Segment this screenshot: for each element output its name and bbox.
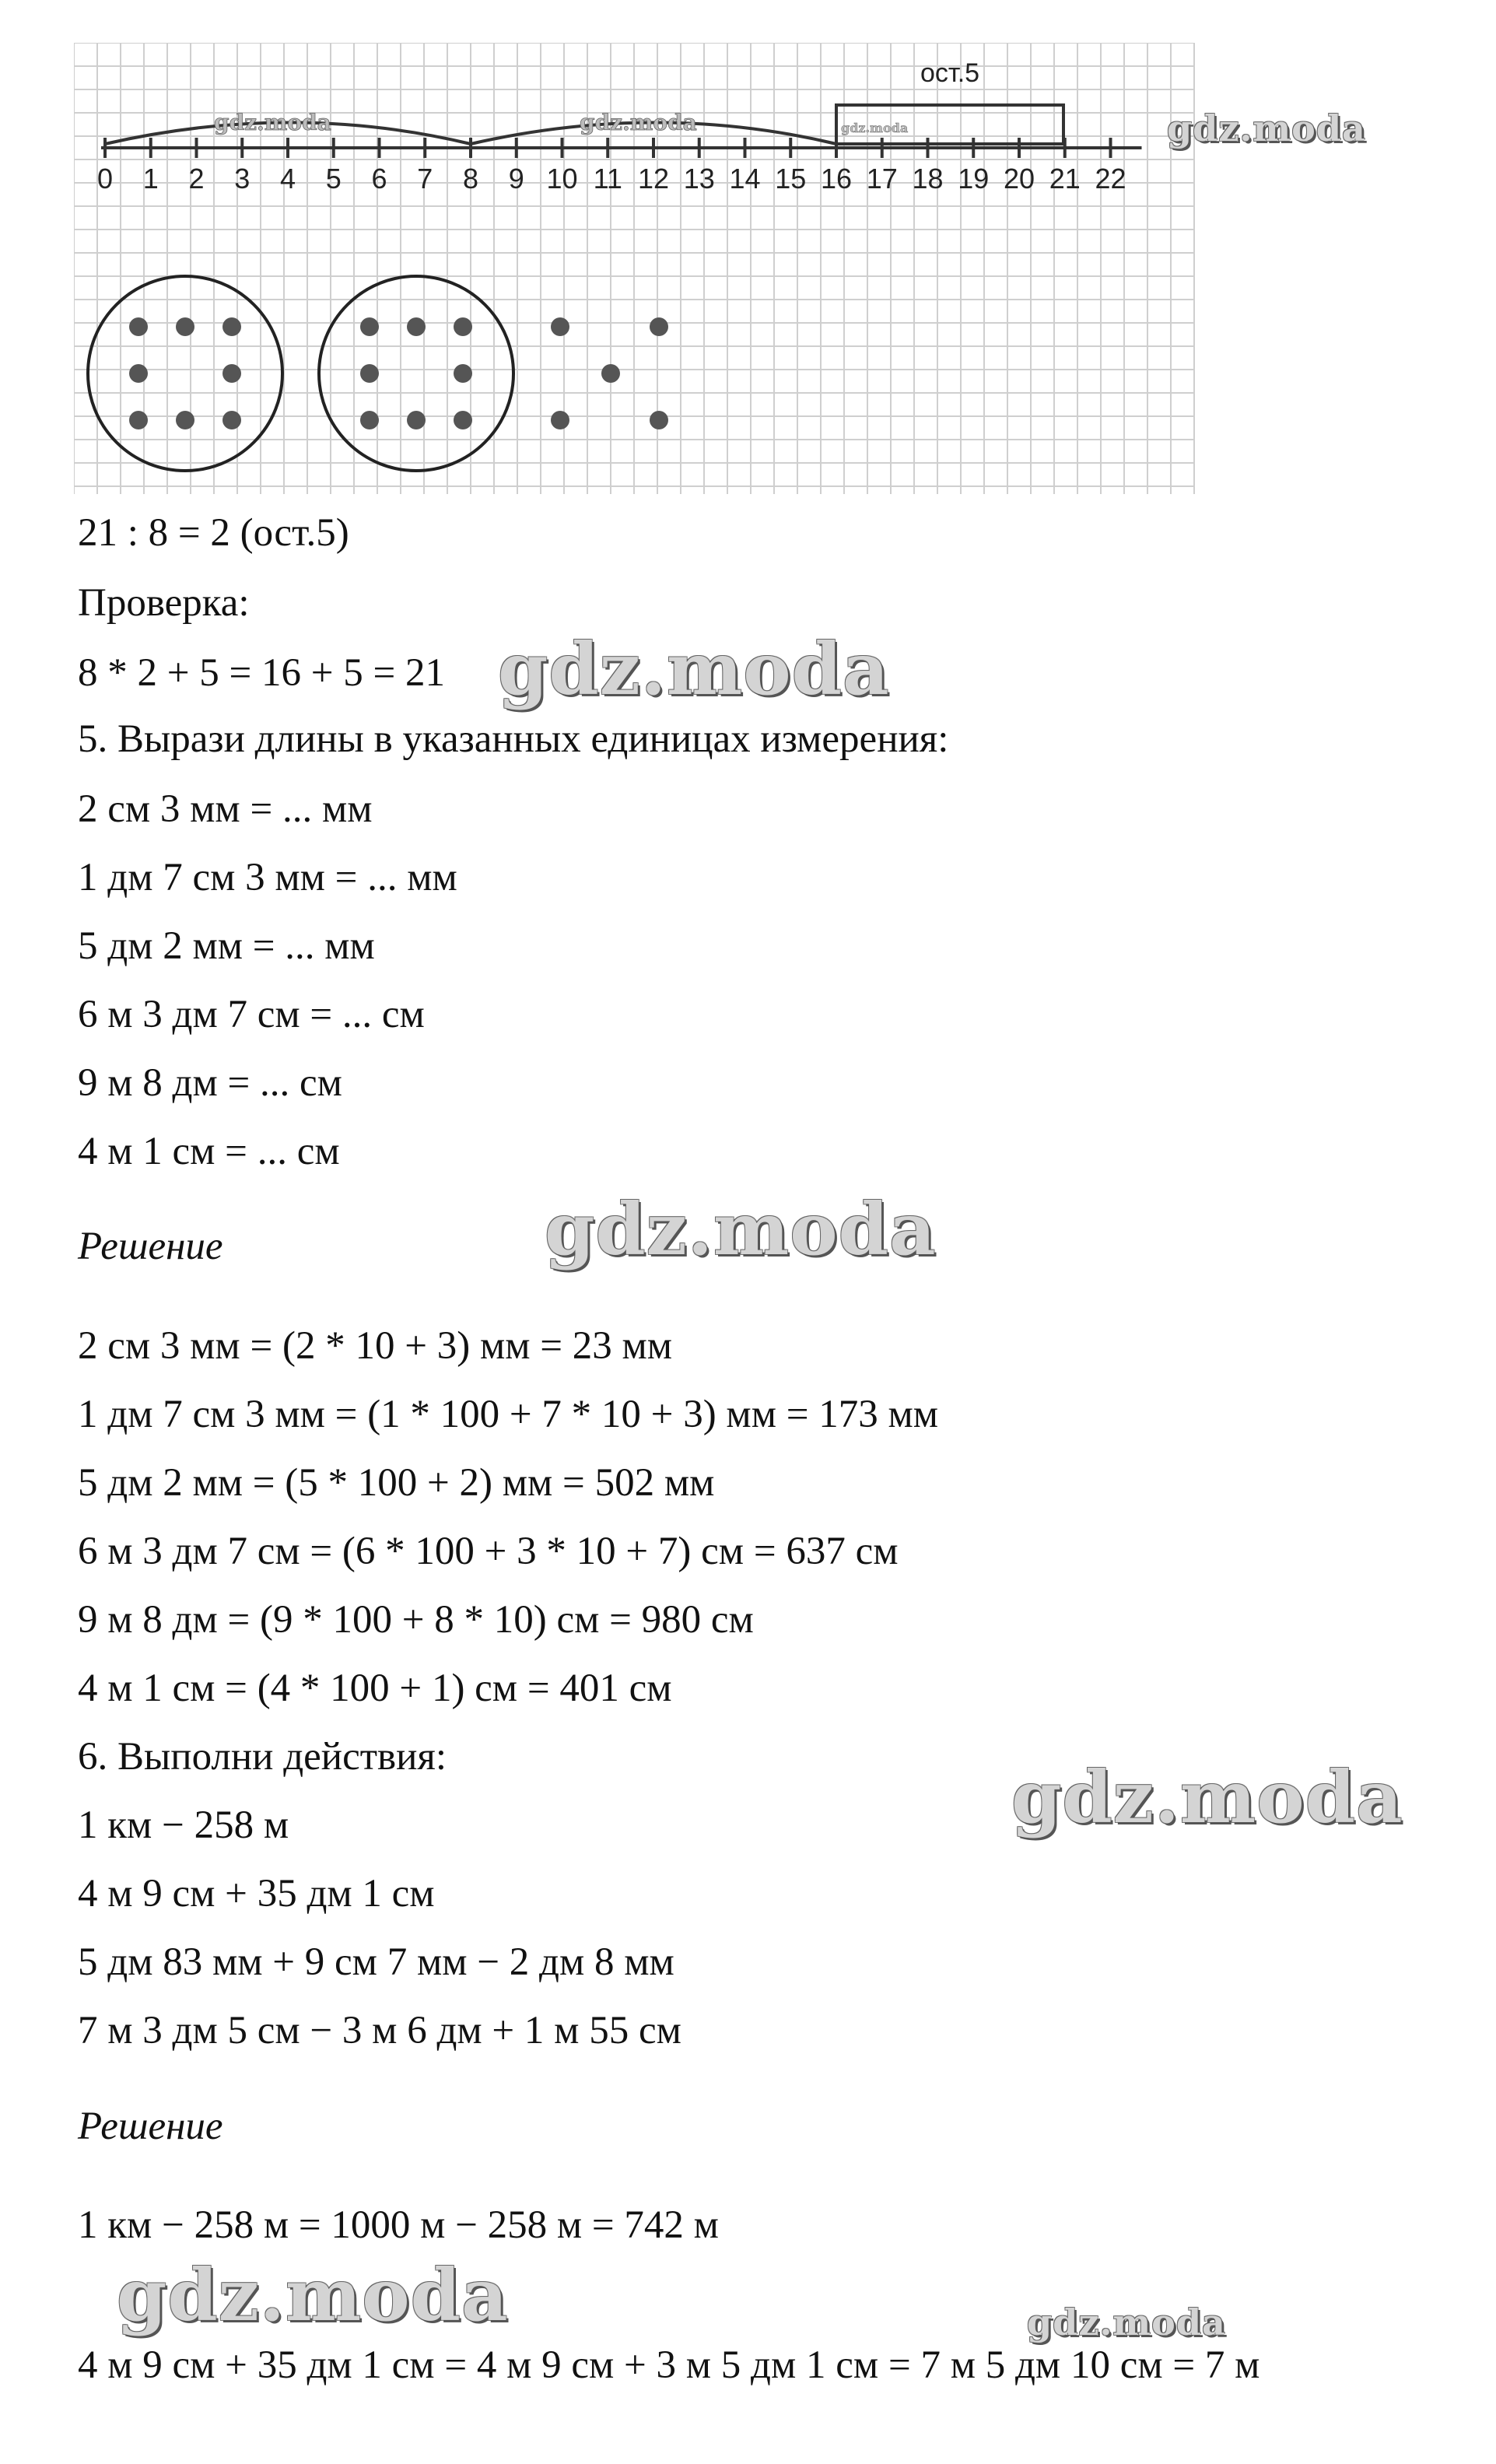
- counter-dot: [222, 411, 241, 429]
- task-6-item: 1 км − 258 м: [78, 1803, 289, 1847]
- number-line-tick-label: 0: [96, 163, 114, 195]
- counter-dot: [650, 317, 668, 336]
- counter-dot: [407, 317, 426, 336]
- arc-watermark-1: gdz.moda: [214, 110, 331, 135]
- counter-dot: [601, 364, 620, 383]
- number-line-tick-label: 16: [820, 163, 853, 195]
- number-line-tick-label: 12: [637, 163, 670, 195]
- watermark: gdz.moda: [1011, 1755, 1403, 1839]
- task-5-item: 2 см 3 мм = ... мм: [78, 787, 373, 831]
- task-6-item: 4 м 9 см + 35 дм 1 см: [78, 1872, 435, 1915]
- remainder-label: ост.5: [920, 58, 980, 88]
- counter-dot: [551, 317, 569, 336]
- watermark: gdz.moda: [1027, 2301, 1226, 2343]
- counter-dot: [222, 317, 241, 336]
- number-line-tick-label: 2: [188, 163, 205, 195]
- task-5-solution: 2 см 3 мм = (2 * 10 + 3) мм = 23 мм: [78, 1324, 673, 1368]
- counter-dot: [176, 411, 194, 429]
- task-5-title: 5. Вырази длины в указанных единицах измерения:: [78, 717, 949, 761]
- arc-watermark-3: gdz.moda: [841, 121, 909, 135]
- counter-dot: [129, 317, 148, 336]
- number-line-tick-label: 10: [546, 163, 578, 195]
- number-line-tick-label: 11: [593, 163, 622, 195]
- number-line-tick-label: 7: [417, 163, 433, 195]
- solution-heading: Решение: [78, 2105, 223, 2148]
- task-5-item: 6 м 3 дм 7 см = ... см: [78, 993, 425, 1036]
- task-5-solution: 1 дм 7 см 3 мм = (1 * 100 + 7 * 10 + 3) мм = 173 мм: [78, 1393, 939, 1436]
- counter-dot: [360, 317, 379, 336]
- division-equation: 21 : 8 = 2 (ост.5): [78, 511, 349, 555]
- arc-watermark-2: gdz.moda: [580, 110, 697, 135]
- watermark: gdz.moda: [117, 2253, 509, 2337]
- counter-dot: [176, 317, 194, 336]
- task-5-solution: 4 м 1 см = (4 * 100 + 1) см = 401 см: [78, 1667, 672, 1710]
- counter-dot: [222, 364, 241, 383]
- number-line-tick-label: 13: [683, 163, 715, 195]
- group-circle-2: [319, 276, 513, 471]
- counter-dot: [360, 364, 379, 383]
- task-6-item: 5 дм 83 мм + 9 см 7 мм − 2 дм 8 мм: [78, 1940, 674, 1984]
- number-line-tick-label: 4: [279, 163, 296, 195]
- number-line-tick-label: 21: [1049, 163, 1081, 195]
- task-6-item: 7 м 3 дм 5 см − 3 м 6 дм + 1 м 55 см: [78, 2009, 681, 2052]
- number-line-tick-label: 5: [325, 163, 342, 195]
- check-label: Проверка:: [78, 581, 250, 625]
- counter-dot: [454, 364, 472, 383]
- counter-dot: [650, 411, 668, 429]
- counter-dot: [454, 411, 472, 429]
- number-line-tick-label: 20: [1003, 163, 1035, 195]
- number-line-tick-label: 14: [729, 163, 761, 195]
- counter-dot: [407, 411, 426, 429]
- counter-dot: [360, 411, 379, 429]
- task-5-item: 4 м 1 см = ... см: [78, 1130, 340, 1173]
- task-5-item: 5 дм 2 мм = ... мм: [78, 924, 375, 968]
- number-line-tick-label: 9: [508, 163, 524, 195]
- task-5-solution: 5 дм 2 мм = (5 * 100 + 2) мм = 502 мм: [78, 1461, 715, 1505]
- task-5-item: 9 м 8 дм = ... см: [78, 1061, 342, 1105]
- task-5-item: 1 дм 7 см 3 мм = ... мм: [78, 856, 457, 899]
- number-line-tick-label: 22: [1095, 163, 1126, 195]
- number-line-tick-label: 1: [142, 163, 159, 195]
- counter-dot: [454, 317, 472, 336]
- number-line-tick-label: 18: [912, 163, 944, 195]
- number-line-tick-label: 15: [775, 163, 807, 195]
- counter-dot: [129, 411, 148, 429]
- watermark: gdz.moda: [498, 627, 890, 711]
- number-line: [97, 138, 1142, 195]
- task-5-solution: 9 м 8 дм = (9 * 100 + 8 * 10) см = 980 см: [78, 1598, 754, 1642]
- counter-dot: [129, 364, 148, 383]
- task-6-solution: 1 км − 258 м = 1000 м − 258 м = 742 м: [78, 2203, 719, 2247]
- counter-dot: [551, 411, 569, 429]
- number-line-tick-label: 8: [462, 163, 479, 195]
- task-5-solution: 6 м 3 дм 7 см = (6 * 100 + 3 * 10 + 7) см = 637 см: [78, 1530, 899, 1573]
- group-circle-1: [88, 276, 282, 471]
- check-equation: 8 * 2 + 5 = 16 + 5 = 21: [78, 651, 446, 695]
- number-line-tick-label: 17: [866, 163, 898, 195]
- number-line-tick-label: 19: [958, 163, 990, 195]
- number-line-tick-label: 3: [234, 163, 251, 195]
- watermark: gdz.moda: [1167, 107, 1366, 149]
- watermark: gdz.moda: [545, 1187, 937, 1271]
- task-6-title: 6. Выполни действия:: [78, 1735, 447, 1779]
- solution-heading: Решение: [78, 1225, 223, 1268]
- jump-arcs: [105, 58, 1063, 144]
- task-6-solution: 4 м 9 см + 35 дм 1 см = 4 м 9 см + 3 м 5 дм 1 см = 7 м 5 дм 10 см = 7 м: [78, 2343, 1260, 2387]
- number-line-tick-label: 6: [371, 163, 387, 195]
